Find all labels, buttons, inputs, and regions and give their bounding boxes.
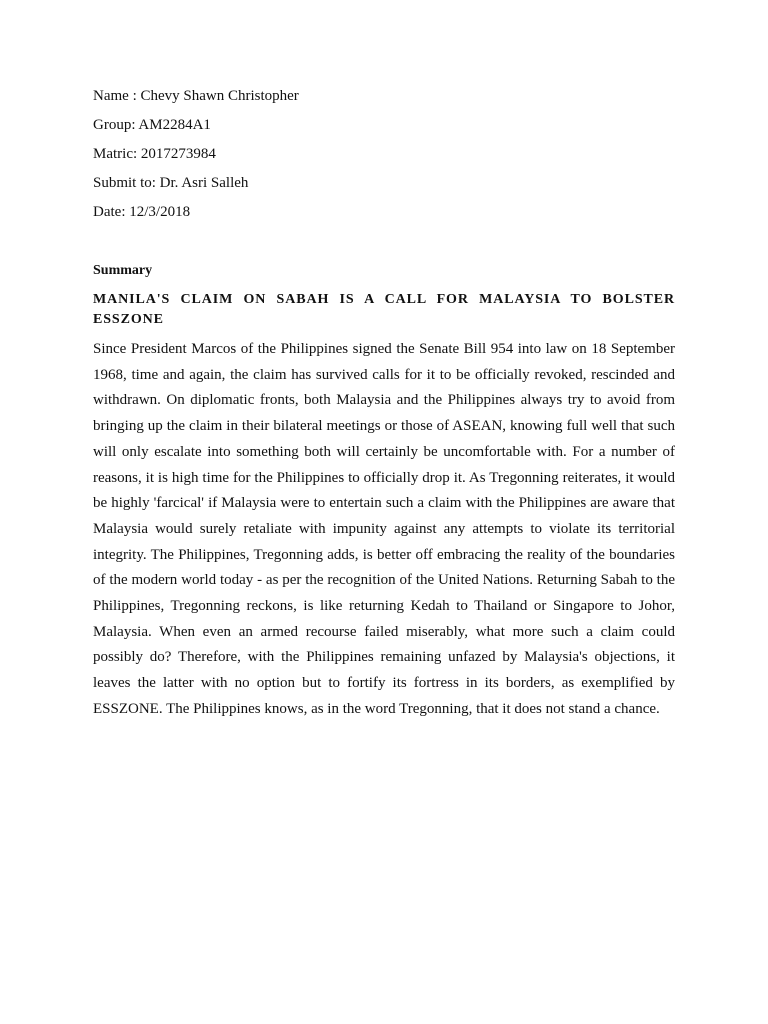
summary-heading: Summary (93, 263, 153, 278)
summary-paragraph: Since President Marcos of the Philippines signed the Senate Bill 954 into law on 18 September 1968, time and again, the claim has survived calls for it to be officially revoked, rescinded and withdrawn. On diplomatic fronts, both Malaysia and the Philippines always try to avoid from bringing up the claim in their bilateral meetings or those of ASEAN, knowing full well that such will only escalate into something both will certainly be uncomfortable with. For a number of reasons, it is high time for the Philippines to officially drop it. As Tregonning reiterates, it would be highly 'farcical' if Malaysia were to entertain such a claim with the Philippines are aware that Malaysia would surely retaliate with impunity against any attempts to violate its territorial integrity. The Philippines, Tregonning adds, is better off embracing the reality of the boundaries of the modern world today - as per the recognition of the United Nations. Returning Sabah to the Philippines, Tregonning reckons, is like returning Kedah to Thailand or Singapore to Johor, Malaysia. When even an armed recourse failed miserably, what more such a claim could possibly do? Therefore, with the Philippines remaining unfazed by Malaysia's objections, it leaves the latter with no option but to fortify its fortress in its borders, as exemplified by ESSZONE. The Philippines knows, as in the word Tregonning, that it does not stand a chance. (93, 341, 675, 717)
article-headline: MANILA'S CLAIM ON SABAH IS A CALL FOR MALAYSIA TO BOLSTER ESSZONE (93, 292, 675, 327)
student-group: Group: AM2284A1 (93, 117, 211, 133)
submit-to: Submit to: Dr. Asri Salleh (93, 175, 249, 191)
student-matric: Matric: 2017273984 (93, 146, 216, 162)
student-name: Name : Chevy Shawn Christopher (93, 88, 299, 104)
submission-date: Date: 12/3/2018 (93, 204, 191, 220)
student-info-block (93, 86, 683, 231)
